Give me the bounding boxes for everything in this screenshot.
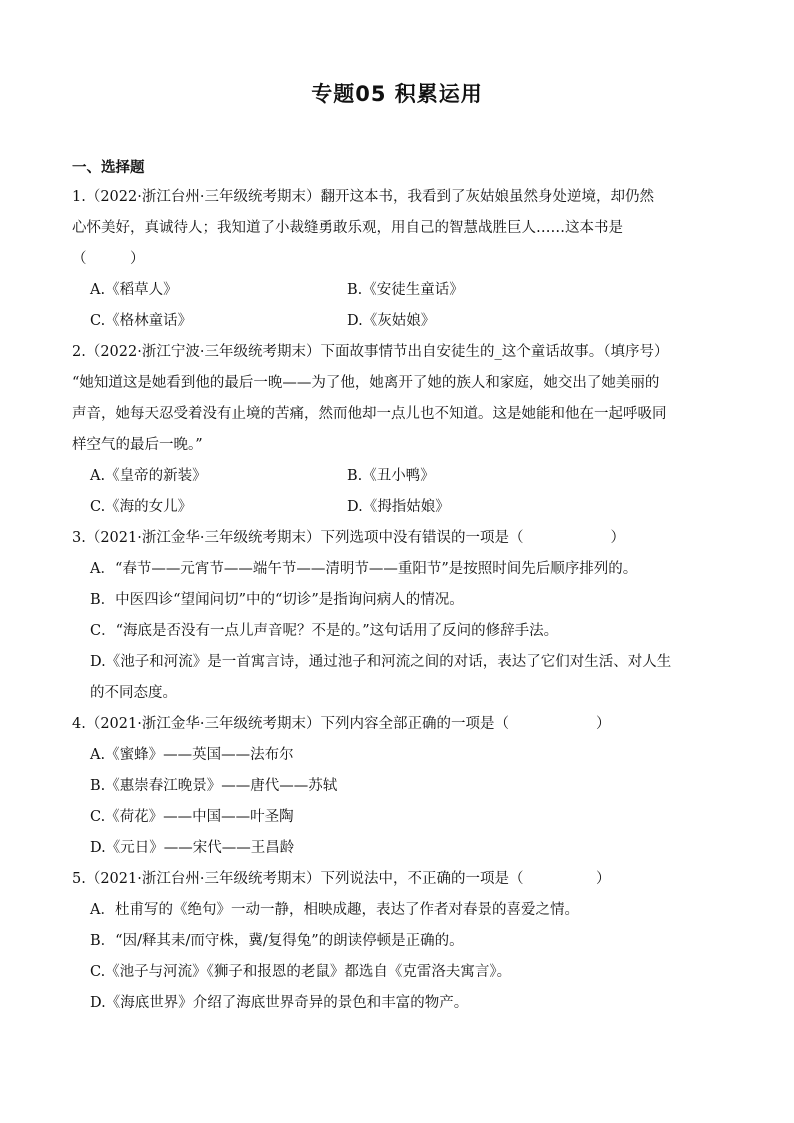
option-b[interactable]: B.《惠崇春江晚景》——唐代——苏轼	[90, 778, 338, 794]
option-d-continued: 的不同态度。	[90, 685, 177, 701]
option-c[interactable]: C．“海底是否没有一点儿声音呢？不是的。”这句话用了反问的修辞手法。	[90, 623, 559, 639]
option-a[interactable]: A．杜甫写的《绝句》一动一静，相映成趣，表达了作者对春景的喜爱之情。	[90, 902, 579, 918]
option-c[interactable]: C.《格林童话》	[90, 313, 193, 329]
option-a[interactable]: A.《蜜蜂》——英国——法布尔	[90, 747, 294, 763]
question-list	[72, 182, 728, 1019]
option-d[interactable]: D.《灰姑娘》	[347, 313, 436, 329]
option-c[interactable]: C.《池子与河流》《狮子和报恩的老鼠》都选自《克雷洛夫寓言》。	[90, 964, 512, 980]
question-stem-line: 声音，她每天忍受着没有止境的苦痛，然而他却一点儿也不知道。这是她能和他在一起呼吸同	[72, 406, 667, 422]
option-b[interactable]: B.《安徒生童话》	[347, 282, 464, 298]
options-list	[72, 740, 728, 864]
option-c[interactable]: C.《海的女儿》	[90, 499, 193, 515]
option-b[interactable]: B.《丑小鸭》	[347, 468, 435, 484]
option-a[interactable]: A.《皇帝的新装》	[90, 468, 207, 484]
option-d[interactable]: D.《拇指姑娘》	[347, 499, 450, 515]
options-list	[72, 895, 728, 1019]
page-title: 专题05 积累运用	[311, 82, 483, 106]
question-stem-line: 4.（2021·浙江金华·三年级统考期末）下列内容全部正确的一项是（ ）	[72, 716, 611, 732]
question-stem-line: 3.（2021·浙江金华·三年级统考期末）下列选项中没有错误的一项是（ ）	[72, 530, 625, 546]
question-stem-line: 1.（2022·浙江台州·三年级统考期末）翻开这本书，我看到了灰姑娘虽然身处逆境，却仍然	[72, 189, 654, 205]
question-stem-line: 2.（2022·浙江宁波·三年级统考期末）下面故事情节出自安徒生的_这个童话故事。（填序号）	[72, 344, 669, 360]
option-a[interactable]: A.《稻草人》	[90, 282, 178, 298]
question-stem-line: 样空气的最后一晚。”	[72, 437, 203, 453]
question-5	[72, 864, 728, 1019]
option-b[interactable]: B．中医四诊“望闻问切”中的“切诊”是指询问病人的情况。	[90, 592, 464, 608]
question-stem-line: 心怀美好，真诚待人；我知道了小裁缝勇敢乐观，用自己的智慧战胜巨人……这本书是	[72, 220, 623, 236]
question-3	[72, 523, 728, 709]
option-d[interactable]: D.《海底世界》介绍了海底世界奇异的景色和丰富的物产。	[90, 995, 469, 1011]
question-4	[72, 709, 728, 864]
option-a[interactable]: A．“春节——元宵节——端午节——清明节——重阳节”是按照时间先后顺序排列的。	[90, 561, 638, 577]
question-stem-line: 5.（2021·浙江台州·三年级统考期末）下列说法中，不正确的一项是（ ）	[72, 871, 611, 887]
section-heading: 一、选择题	[72, 160, 145, 176]
answer-blank: （ ）	[72, 251, 145, 267]
question-2	[72, 337, 728, 523]
options-grid	[72, 275, 728, 337]
options-list	[72, 554, 728, 709]
option-d[interactable]: D.《池子和河流》是一首寓言诗，通过池子和河流之间的对话，表达了它们对生活、对人生	[90, 654, 672, 670]
option-b[interactable]: B．“因/释其耒/而守株，冀/复得兔”的朗读停顿是正确的。	[90, 933, 464, 949]
option-c[interactable]: C.《荷花》——中国——叶圣陶	[90, 809, 294, 825]
question-1	[72, 182, 728, 337]
options-grid	[72, 461, 728, 523]
question-stem-line: “她知道这是她看到他的最后一晚——为了他，她离开了她的族人和家庭，她交出了她美丽的	[72, 375, 660, 391]
option-d[interactable]: D.《元日》——宋代——王昌龄	[90, 840, 295, 856]
